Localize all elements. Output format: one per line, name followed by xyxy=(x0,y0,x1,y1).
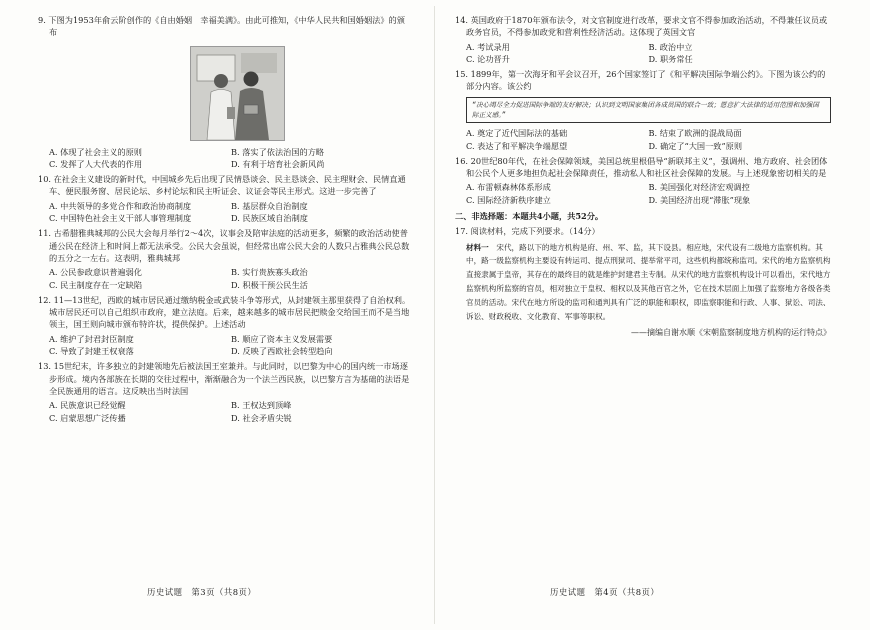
option-b[interactable]: B. 美国强化对经济宏观调控 xyxy=(648,182,750,193)
option-b[interactable]: B. 政治中立 xyxy=(648,41,693,52)
option-c[interactable]: C. 导致了封建王权衰落 xyxy=(49,346,134,357)
left-column xyxy=(38,14,413,427)
option-c[interactable]: C. 发挥了人大代表的作用 xyxy=(49,158,143,169)
question-17 xyxy=(455,225,831,339)
couple-painting-icon xyxy=(191,47,284,140)
page-4 xyxy=(435,0,870,630)
options xyxy=(38,266,413,291)
option-c[interactable]: C. 论功晋升 xyxy=(466,53,510,64)
question-10 xyxy=(38,173,413,224)
option-d[interactable]: D. 社会矛盾尖锐 xyxy=(231,412,292,423)
painting-image xyxy=(190,46,285,141)
option-a[interactable]: A. 布雷顿森林体系形成 xyxy=(466,182,551,193)
question-stem: 15. 1899年，第一次海牙和平会议召开，26个国家签订了《和平解决国际争端公约》。下图为该公约的部分内容。该公约 xyxy=(455,69,826,92)
question-stem: 12. 11—13世纪，西欧的城市居民通过缴纳税金或武装斗争等形式，从封建领主那里获得了自治权利。城市居民还可以自己组织市政府，建立法庭。后来，越来越多的城市居民把赎金交给国王而不是当地领主，国王则向城市颁布特许状，提供保护。上述活动 xyxy=(38,294,411,330)
material-source: ——摘编自谢水顺《宋朝监察制度地方机构的运行特点》 xyxy=(631,328,831,338)
question-9 xyxy=(38,14,413,170)
options xyxy=(455,127,831,152)
material-label: 材料一 xyxy=(466,242,489,252)
material-text: 宋代，路以下的地方机构是府、州、军、监，其下设县。相应地，宋代设有二级地方监察机构。其中，路一级监察机构主要设有转运司、提点刑狱司、提举常平司，这些机构都统称监司。宋代的地方监察机构直接隶属于皇帝，其存在的最终目的就是维护封建君主专制。从宋代的地方监察机构设计可以看出，宋代地方监察机构所监察的官员，相对独立于皇权、相权以及其他百官之外，它在技术层面上加强了监察地方各级各类官员的活动。宋代在地方所设的监司和通判具有广泛的职能和职权，即监察职能和行政、人事、狱讼、司法、诉讼、财政税收、文化教育、军事等职权。 xyxy=(466,244,831,322)
question-stem: 17. 阅读材料，完成下列要求。（14分） xyxy=(455,226,600,237)
treaty-quote-box: “决心竭尽全力促进国际争端的友好解决；认识到文明国家集团各成员国的联合一致；愿意扩大法律的适用范围和加强国际正义感。” xyxy=(466,97,831,123)
option-a[interactable]: A. 体现了社会主义的原则 xyxy=(49,146,142,157)
question-16 xyxy=(455,155,831,206)
question-11 xyxy=(38,227,413,290)
options xyxy=(38,399,413,424)
option-c[interactable]: C. 国际经济新秩序建立 xyxy=(466,194,551,205)
option-d[interactable]: D. 反映了西欧社会转型趋向 xyxy=(231,346,333,357)
question-13 xyxy=(38,360,413,423)
question-stem: 9. 下图为1953年俞云阶创作的《自由婚姻 幸福美满》。由此可推知，《中华人民共和国婚姻法》的颁布 xyxy=(38,15,405,38)
option-a[interactable]: A. 民族意识已经觉醒 xyxy=(49,400,126,411)
option-d[interactable]: D. 美国经济出现“滞胀”现象 xyxy=(648,194,751,205)
page-footer: 历史试题 第4页（共8页） xyxy=(550,587,660,597)
option-a[interactable]: A. 维护了封君封臣制度 xyxy=(49,333,134,344)
option-b[interactable]: B. 结束了欧洲的混战局面 xyxy=(648,128,742,139)
question-14 xyxy=(455,14,831,65)
option-b[interactable]: B. 王权达到顶峰 xyxy=(231,400,292,411)
option-d[interactable]: D. 确定了“大国一致”原则 xyxy=(648,140,743,151)
option-a[interactable]: A. 中共领导的多党合作和政治协商制度 xyxy=(49,200,192,211)
option-c[interactable]: C. 启蒙思想广泛传播 xyxy=(49,412,126,423)
option-c[interactable]: C. 民主制度存在一定缺陷 xyxy=(49,279,143,290)
option-b[interactable]: B. 落实了依法治国的方略 xyxy=(231,146,325,157)
option-b[interactable]: B. 实行贵族寡头政治 xyxy=(231,267,308,278)
option-d[interactable]: D. 积极干预公民生活 xyxy=(231,279,308,290)
option-c[interactable]: C. 中国特色社会主义干部人事管理制度 xyxy=(49,213,192,224)
question-stem: 11. 古希腊雅典城邦的公民大会每月举行2～4次，议事会及陪审法庭的活动更多，频繁的政治活动使普通公民在经济上和时间上都无法承受。公民大会虽说，但经常出席公民大会的人数只占雅典公民总数的五分之一左右。这表明，雅典城邦 xyxy=(38,228,410,263)
option-d[interactable]: D. 职务常任 xyxy=(648,53,693,64)
option-a[interactable]: A. 公民参政意识普遍弱化 xyxy=(49,267,142,278)
question-stem: 16. 20世纪80年代，在社会保障领域，美国总统里根倡导“新联邦主义”，强调州、地方政府、社会团体和公民个人更多地担负起社会保障责任，推动私人和社区社会保障的发展。与上述现象密切相关的是 xyxy=(455,155,828,179)
option-a[interactable]: A. 奠定了近代国际法的基础 xyxy=(466,128,568,139)
material-one xyxy=(455,241,831,326)
options xyxy=(38,200,413,225)
question-12 xyxy=(38,294,413,357)
options xyxy=(38,333,413,358)
options xyxy=(455,41,831,66)
question-15 xyxy=(455,68,831,152)
right-column xyxy=(455,14,831,342)
question-stem: 14. 英国政府于1870年颁布法令，对文官制度进行改革，要求文官不得参加政治活动，不得兼任议员或政务官员，不得参加政党和营利性经济活动。这体现了英国文官 xyxy=(455,15,828,38)
options xyxy=(38,146,413,171)
option-d[interactable]: D. 民族区域自治制度 xyxy=(231,213,308,224)
option-d[interactable]: D. 有利于培育社会新风尚 xyxy=(231,158,325,169)
options xyxy=(455,181,831,206)
option-b[interactable]: B. 顺应了资本主义发展需要 xyxy=(231,333,333,344)
option-c[interactable]: C. 表达了和平解决争端愿望 xyxy=(466,140,568,151)
question-stem: 10. 在社会主义建设的新时代，中国城乡先后出现了民情恳谈会、民主恳谈会、民主理财会、民情直通车、便民服务窗、居民论坛、乡村论坛和民主听证会、议证会等民主形式。这进一步完善了 xyxy=(38,174,406,197)
section-heading: 二、非选择题：本题共4小题，共52分。 xyxy=(455,211,604,221)
question-stem: 13. 15世纪末，许多独立的封建领地先后被法国王室兼并。与此同时，以巴黎为中心的国内统一市场逐步形成。境内各部族在长期的交往过程中，渐渐融合为一个法兰西民族，以巴黎方言为基础的法语是全民族通用的语言。这反映出当时法国 xyxy=(38,361,410,396)
option-b[interactable]: B. 基层群众自治制度 xyxy=(231,200,308,211)
option-a[interactable]: A. 考试录用 xyxy=(466,41,510,52)
page-footer: 历史试题 第3页（共8页） xyxy=(147,587,257,597)
